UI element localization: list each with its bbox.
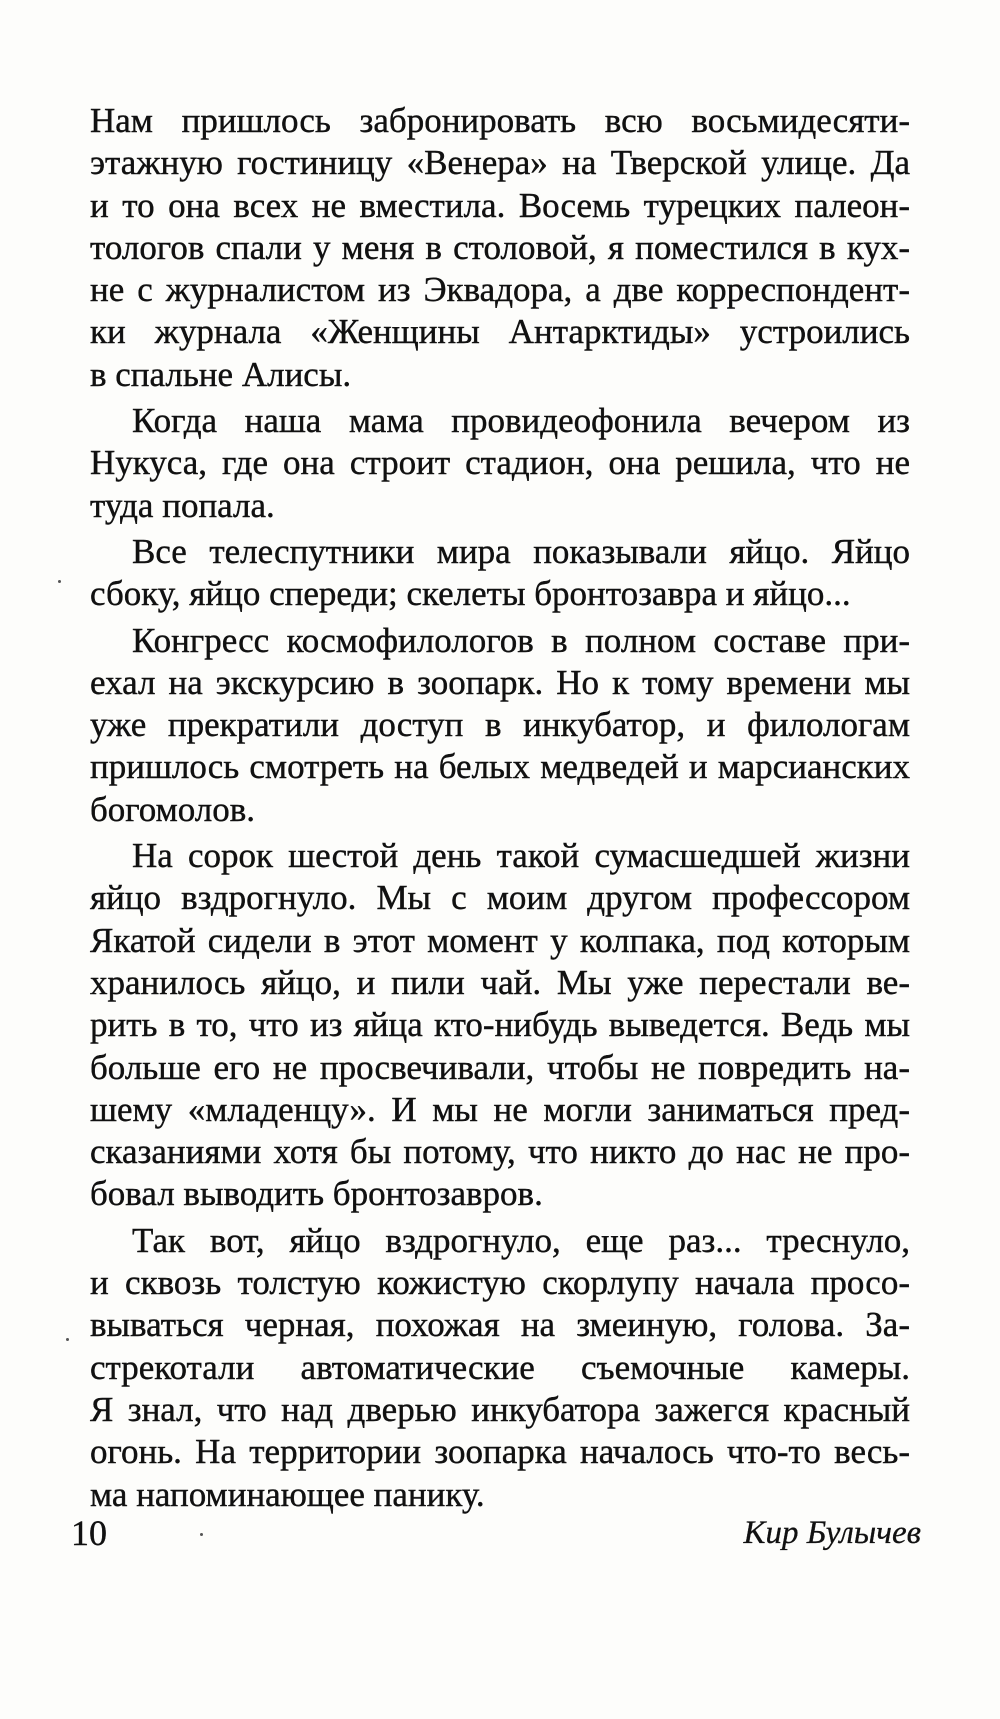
paragraph-1 xyxy=(90,100,910,396)
text-line: уже прекратили доступ в инкубатор, и филологам xyxy=(90,705,910,745)
text-line: ки журнала «Женщины Антарктиды» устроились xyxy=(90,312,910,352)
text-line: рить в то, что из яйца кто-нибудь выведется. Ведь мы xyxy=(90,1005,910,1045)
scan-speck xyxy=(66,1338,69,1341)
text-line: яйцо вздрогнуло. Мы с моим другом профессором xyxy=(90,878,910,918)
text-line: Я знал, что над дверью инкубатора зажегся красный xyxy=(90,1389,910,1429)
text-line: Так вот, яйцо вздрогнуло, еще раз... треснуло, xyxy=(132,1220,910,1260)
paragraph-5 xyxy=(90,835,910,1216)
text-line: На сорок шестой день такой сумасшедшей жизни xyxy=(132,836,910,876)
text-line: Якатой сидели в этот момент у колпака, под которым xyxy=(90,920,910,960)
text-line: Нукуса, где она строит стадион, она решила, что не xyxy=(90,443,910,483)
text-line: шему «младенцу». И мы не могли заниматься пред- xyxy=(90,1089,910,1129)
author-name: Кир Булычев xyxy=(743,1515,921,1551)
page-number: 10 xyxy=(71,1513,107,1553)
text-line: стрекотали автоматические съемочные камеры. xyxy=(90,1347,910,1387)
text-line: Нам пришлось забронировать всю восьмидесяти- xyxy=(90,101,910,140)
text-line: и то она всех не вместила. Восемь турецких палеон- xyxy=(90,185,910,225)
text-line: не с журналистом из Эквадора, а две корреспондент- xyxy=(90,270,910,310)
text-line: больше его не просвечивали, чтобы не повредить на- xyxy=(90,1047,910,1087)
text-line: Конгресс космофилологов в полном составе при- xyxy=(132,620,910,660)
paragraph-2 xyxy=(90,400,910,527)
text-line: в спальне Алисы. xyxy=(90,354,352,394)
text-line: сбоку, яйцо спереди; скелеты бронтозавра и яйцо... xyxy=(90,574,851,614)
scan-speck xyxy=(58,580,61,583)
scan-speck xyxy=(200,1533,203,1536)
text-line: бовал выводить бронтозавров. xyxy=(90,1174,543,1214)
text-line: сказаниями хотя бы потому, что никто до нас не про- xyxy=(90,1132,910,1172)
body-text xyxy=(90,100,910,1520)
text-line: вываться черная, похожая на змеиную, голова. За- xyxy=(90,1305,910,1345)
text-line: огонь. На территории зоопарка началось что-то весь- xyxy=(90,1432,910,1472)
paragraph-6 xyxy=(90,1220,910,1516)
paragraph-3 xyxy=(90,531,910,616)
text-line: ма напоминающее панику. xyxy=(90,1474,485,1514)
text-line: богомолов. xyxy=(90,789,256,829)
text-line: туда попала. xyxy=(90,485,275,525)
text-line: Когда наша мама провидеофонила вечером из xyxy=(132,401,910,441)
text-line: хранилось яйцо, и пили чай. Мы уже перестали ве- xyxy=(90,962,910,1002)
paragraph-4 xyxy=(90,620,910,831)
text-line: пришлось смотреть на белых медведей и марсианских xyxy=(90,747,910,787)
text-line: Все телеспутники мира показывали яйцо. Яйцо xyxy=(132,531,910,571)
text-line: ехал на экскурсию в зоопарк. Но к тому времени мы xyxy=(90,662,910,702)
text-line: этажную гостиницу «Венера» на Тверской улице. Да xyxy=(90,143,910,183)
text-line: тологов спали у меня в столовой, я поместился в кух- xyxy=(90,227,910,267)
text-line: и сквозь толстую кожистую скорлупу начала просо- xyxy=(90,1263,910,1303)
